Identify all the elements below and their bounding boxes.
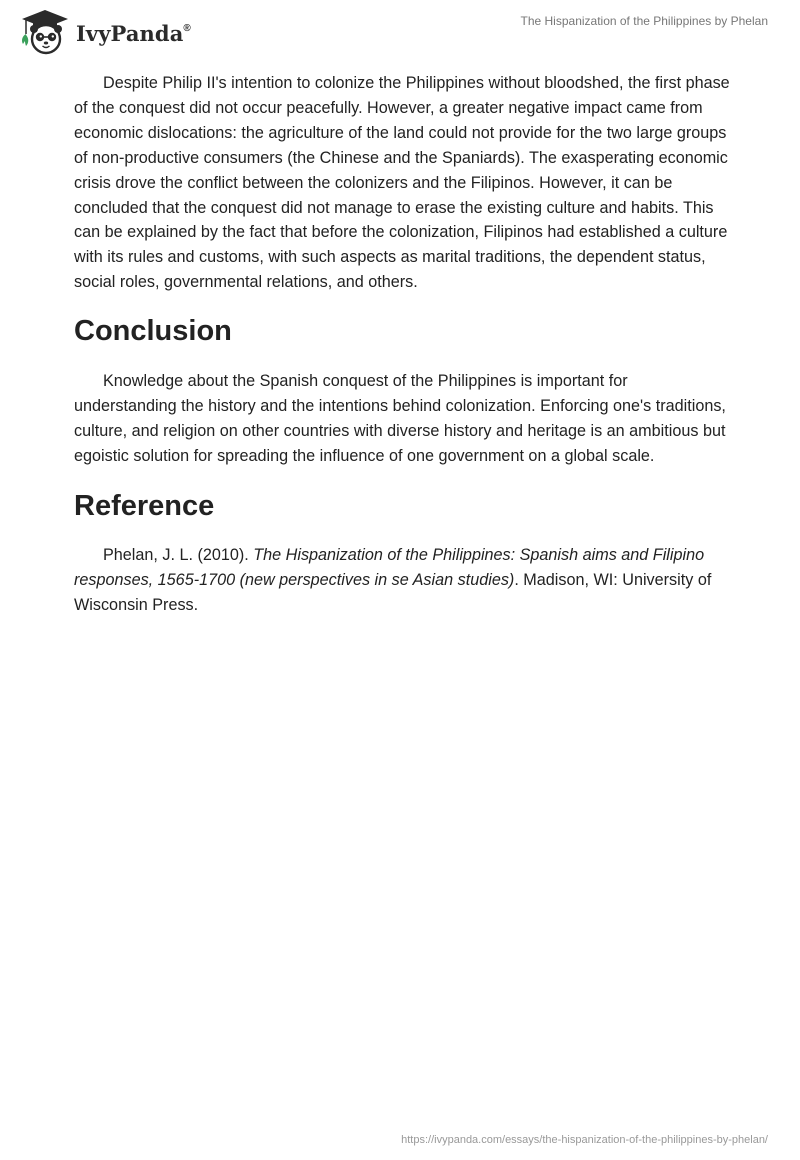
document-title: The Hispanization of the Philippines by Phelan xyxy=(520,14,768,28)
brand-name: IvyPanda® xyxy=(76,20,191,46)
source-url-link[interactable]: https://ivypanda.com/essays/the-hispanization-of-the-philippines-by-phelan/ xyxy=(401,1134,768,1146)
essay-content xyxy=(74,71,730,618)
conclusion-paragraph: Knowledge about the Spanish conquest of the Philippines is important for understanding the history and the intentions behind colonization. Enforcing one's traditions, culture, and religion on other countries with diverse history and heritage is an ambitious but egoistic solution for spreading the influence of one government on a global scale. xyxy=(74,372,726,465)
reference-author-year: Phelan, J. L. (2010). xyxy=(103,545,254,564)
reference-entry xyxy=(74,543,730,618)
body-paragraph: Despite Philip II's intention to colonize the Philippines without bloodshed, the first phase of the conquest did not occur peacefully. However, a greater negative impact came from economic dislocations: the agriculture of the land could not provide for the two large groups of non-productive consumers (the Chinese and the Spaniards). The exasperating economic crisis drove the conflict between the colonizers and the Filipinos. However, it can be concluded that the conquest did not manage to erase the existing culture and habits. This can be explained by the fact that before the colonization, Filipinos had established a culture with its rules and customs, with such aspects as marital traditions, the dependent status, social roles, governmental relations, and others. xyxy=(74,74,730,292)
page-header xyxy=(0,0,800,60)
ivypanda-logo[interactable] xyxy=(16,8,191,56)
conclusion-heading: Conclusion xyxy=(74,315,232,348)
panda-graduate-icon xyxy=(16,8,74,56)
registered-mark: ® xyxy=(183,22,191,34)
reference-publisher: . Madison, WI: University of Wisconsin Press. xyxy=(74,570,712,614)
reference-heading: Reference xyxy=(74,489,215,522)
reference-title: The Hispanization of the Philippines: Spanish aims and Filipino responses, 1565-1700 (new perspectives in se Asian studies) xyxy=(74,545,705,589)
